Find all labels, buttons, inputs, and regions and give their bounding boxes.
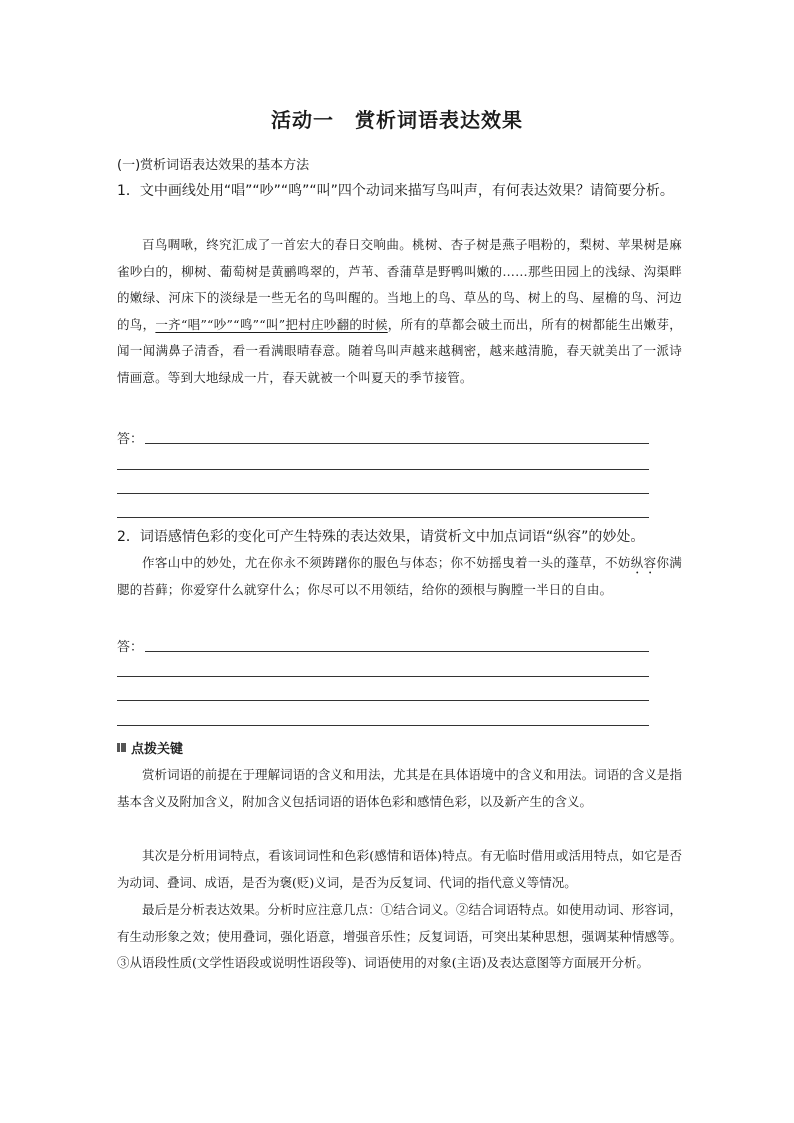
question-2: 2．词语感情色彩的变化可产生特殊的表达效果，请赏析文中加点词语“纵容”的妙处。 (117, 529, 645, 545)
page-title: 活动一 赏析词语表达效果 (271, 108, 523, 132)
answer-line-2d[interactable] (117, 725, 649, 726)
key-points-heading: 点拨关键 (131, 742, 184, 757)
answer-line-1d[interactable] (117, 517, 649, 518)
key-paragraph-1: 赏析词语的前提在于理解词语的含义和用法，尤其是在具体语境中的含义和用法。词语的含义是指基本含义及附加含义，附加含义包括词语的语体色彩和感情色彩，以及新产生的含义。 (117, 767, 682, 809)
answer-line-2c[interactable] (117, 700, 649, 701)
passage-2-before: 作客山中的妙处，尤在你永不须踌躇你的服色与体态；你不妨摇曳着一头的蓬草，不妨 (142, 555, 631, 570)
answer-line-1a[interactable] (145, 443, 649, 444)
answer-line-2a[interactable] (145, 651, 649, 652)
answer-label-1: 答： (117, 432, 144, 447)
answer-line-1c[interactable] (117, 493, 649, 494)
passage-1-underlined: 一齐“唱”“吵”“鸣”“叫”把村庄吵翻的时候 (155, 316, 388, 332)
passage-2 (117, 550, 682, 604)
passage-2-dotted-word: 纵容 (630, 555, 657, 570)
answer-line-1b[interactable] (117, 469, 649, 470)
section-heading: (一)赏析词语表达效果的基本方法 (117, 158, 310, 173)
passage-1-before: 百鸟啁啾，终究汇成了一首宏大的春日交响曲。桃树、杏子树是燕子唱粉的，梨树、苹果树是麻雀吵白的，柳树、葡萄树是黄鹂鸣翠的，芦苇、香蒲草是野鸭叫嫩的……那些田园上的浅绿、沟渠畔的嫩绿、河床下的淡绿是一些无名的鸟叫醒的。当地上的鸟、草丛的鸟、树上的鸟、屋檐的鸟、河边的鸟， (117, 237, 682, 332)
passage-1 (117, 232, 682, 391)
answer-label-2: 答： (117, 640, 144, 655)
question-1: 1．文中画线处用“唱”“吵”“鸣”“叫”四个动词来描写鸟叫声，有何表达效果？请简要分析。 (117, 183, 674, 199)
passage-1-after: ，所有的草都会破土而出，所有的树都能生出嫩芽，闻一闻满鼻子清香，看一看满眼晴春意。随着鸟叫声越来越稠密，越来越清脆，春天就美出了一派诗情画意。等到大地绿成一片，春天就被一个叫夏天的季节接管。 (117, 316, 682, 385)
key-points-heading-row (117, 738, 183, 757)
key-paragraph-2: 其次是分析用词特点，看该词词性和色彩(感情和语体)特点。有无临时借用或活用特点，如它是否为动词、叠词、成语，是否为褒(贬)义词，是否为反复词、代词的指代意义等情况。 (117, 848, 682, 890)
key-bullet-icon (117, 743, 126, 752)
passage-2-after: 你满腮的苔藓；你爱穿什么就穿什么；你尽可以不用领结，给你的颈根与胸膛一半日的自由。 (117, 555, 682, 597)
key-paragraph-3: 最后是分析表达效果。分析时应注意几点：①结合词义。②结合词语特点。如使用动词、形容词，有生动形象之效；使用叠词，强化语意，增强音乐性；反复词语，可突出某种思想，强调某种情感等。③从语段性质(文学性语段或说明性语段等)、词语使用的对象(主语)及表达意图等方面展开分析。 (117, 902, 682, 970)
answer-line-2b[interactable] (117, 676, 649, 677)
